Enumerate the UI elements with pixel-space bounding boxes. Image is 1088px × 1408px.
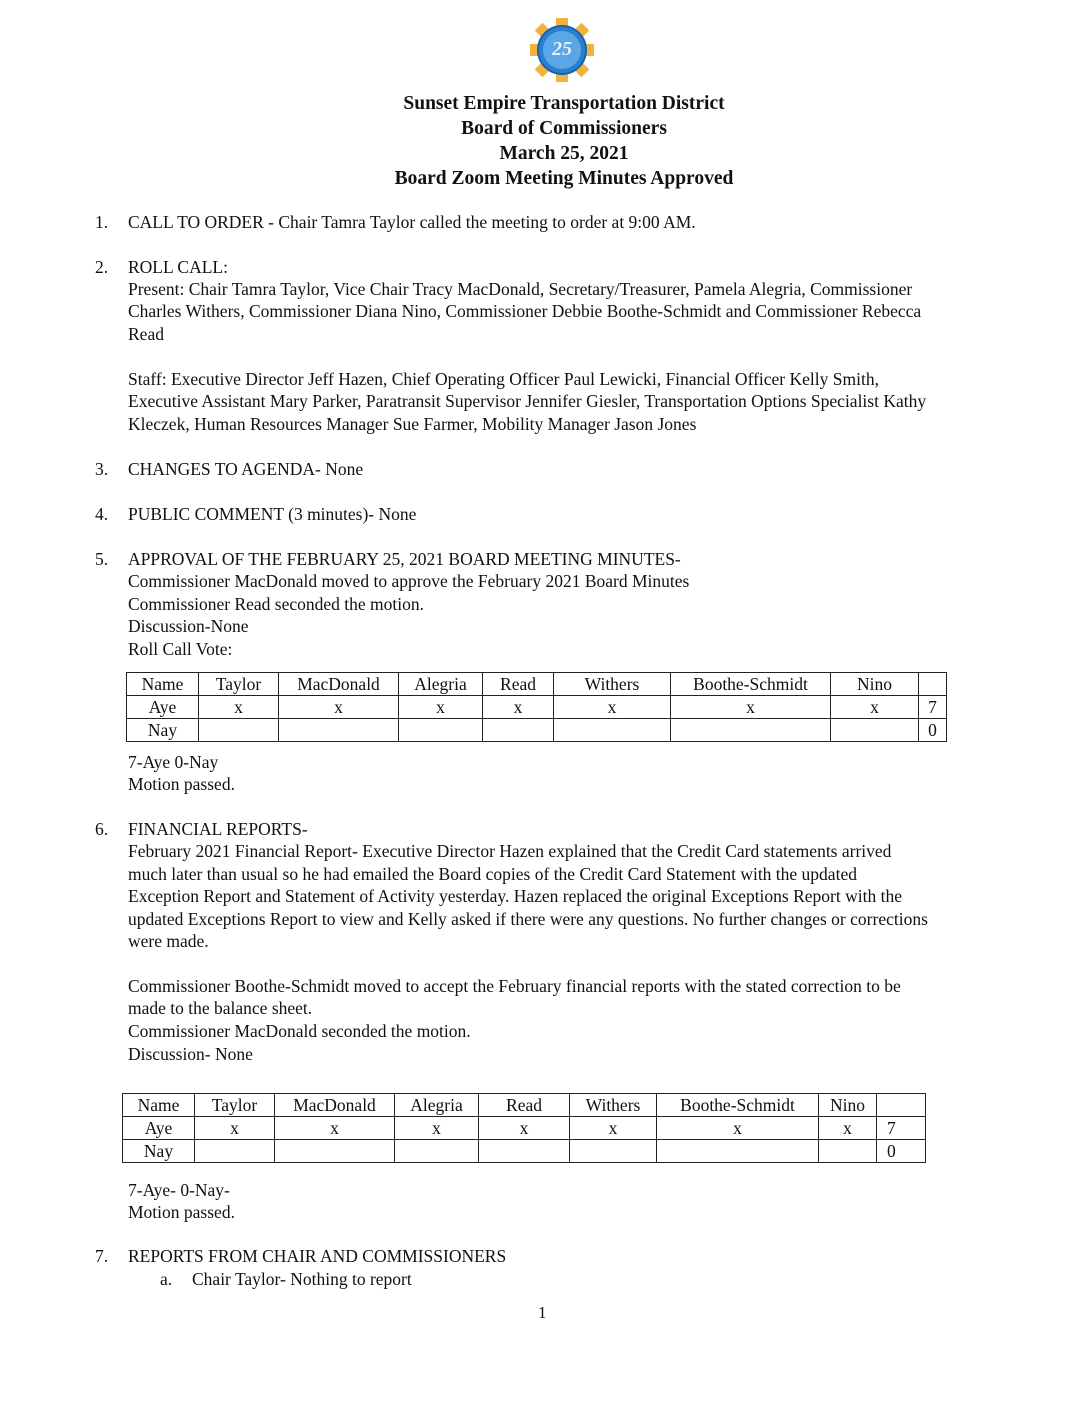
vote-cell xyxy=(919,673,947,696)
vote-cell xyxy=(657,1140,819,1163)
vote-result: 7-Aye 0-Nay xyxy=(128,752,219,772)
vote-cell: Name xyxy=(127,673,199,696)
vote-cell: Boothe-Schmidt xyxy=(657,1094,819,1117)
vote-cell: Taylor xyxy=(195,1094,275,1117)
motion-line: made to the balance sheet. xyxy=(128,998,313,1018)
vote-cell: MacDonald xyxy=(279,673,399,696)
vote-cell: x xyxy=(195,1117,275,1140)
org-name: Sunset Empire Transportation District xyxy=(403,93,725,114)
vote-aye-row xyxy=(123,1117,926,1140)
vote-cell: Read xyxy=(483,673,554,696)
vote-cell: Taylor xyxy=(199,673,279,696)
vote-total: 7 xyxy=(877,1117,926,1140)
item-number: 7. xyxy=(95,1246,109,1266)
item-number: 5. xyxy=(95,549,109,569)
staff-line: Staff: Executive Director Jeff Hazen, Chief Operating Officer Paul Lewicki, Financial Officer Kelly Smith, xyxy=(128,369,879,389)
vote-cell xyxy=(199,719,279,742)
report-line: were made. xyxy=(128,931,209,951)
vote-cell: x xyxy=(554,696,671,719)
page-number: 1 xyxy=(538,1303,547,1322)
vote-header-row xyxy=(123,1094,926,1117)
staff-line: Executive Assistant Mary Parker, Paratransit Supervisor Jennifer Giesler, Transportation Options Specialist Kathy xyxy=(128,391,927,411)
vote-total: 7 xyxy=(919,696,947,719)
vote-cell: MacDonald xyxy=(275,1094,395,1117)
vote-cell: x xyxy=(657,1117,819,1140)
vote-cell: Alegria xyxy=(399,673,483,696)
call-to-order: CALL TO ORDER - Chair Tamra Taylor called the meeting to order at 9:00 AM. xyxy=(128,212,696,232)
vote-cell: Boothe-Schmidt xyxy=(671,673,831,696)
approval-heading: APPROVAL OF THE FEBRUARY 25, 2021 BOARD MEETING MINUTES- xyxy=(128,549,681,569)
subitem-letter: a. xyxy=(160,1269,173,1289)
item-number: 2. xyxy=(95,257,109,277)
meeting-date: March 25, 2021 xyxy=(499,143,629,164)
item-number: 3. xyxy=(95,459,109,479)
motion-status: Motion passed. xyxy=(128,774,235,794)
vote-cell: x xyxy=(279,696,399,719)
vote-total: 0 xyxy=(919,719,947,742)
second-line: Commissioner MacDonald seconded the motion. xyxy=(128,1021,471,1041)
vote-cell xyxy=(554,719,671,742)
report-line: updated Exceptions Report to view and Kelly asked if there were any questions. No further changes or corrections xyxy=(128,909,928,929)
item-number: 4. xyxy=(95,504,109,524)
vote-cell: Nino xyxy=(819,1094,877,1117)
svg-text:25: 25 xyxy=(552,38,572,60)
vote-result: 7-Aye- 0-Nay- xyxy=(128,1180,230,1200)
report-line: much later than usual so he had emailed the Board copies of the Credit Card Statement with the updated xyxy=(128,864,857,884)
vote-cell: x xyxy=(483,696,554,719)
vote-cell: x xyxy=(671,696,831,719)
report-line: February 2021 Financial Report- Executive Director Hazen explained that the Credit Card statements arrived xyxy=(128,841,892,861)
vote-cell: Alegria xyxy=(395,1094,479,1117)
board-name: Board of Commissioners xyxy=(461,118,667,139)
public-comment: PUBLIC COMMENT (3 minutes)- None xyxy=(128,504,417,524)
vote-cell xyxy=(671,719,831,742)
vote-cell xyxy=(279,719,399,742)
subitem-text: Chair Taylor- Nothing to report xyxy=(192,1269,412,1289)
motion-line: Commissioner Boothe-Schmidt moved to accept the February financial reports with the stated correction to be xyxy=(128,976,901,996)
staff-line: Kleczek, Human Resources Manager Sue Farmer, Mobility Manager Jason Jones xyxy=(128,414,697,434)
discussion-line: Discussion- None xyxy=(128,1044,253,1064)
vote-cell xyxy=(399,719,483,742)
present-line: Present: Chair Tamra Taylor, Vice Chair Tracy MacDonald, Secretary/Treasurer, Pamela Alegria, Commissioner xyxy=(128,279,913,299)
present-line: Read xyxy=(128,324,164,344)
vote-cell: x xyxy=(570,1117,657,1140)
vote-cell: x xyxy=(395,1117,479,1140)
vote-cell xyxy=(483,719,554,742)
vote-table-minutes xyxy=(126,672,947,742)
vote-cell xyxy=(831,719,919,742)
vote-cell: Aye xyxy=(123,1117,195,1140)
vote-cell xyxy=(195,1140,275,1163)
vote-cell xyxy=(819,1140,877,1163)
motion-line: Commissioner MacDonald moved to approve the February 2021 Board Minutes xyxy=(128,571,690,591)
vote-header-row xyxy=(127,673,947,696)
vote-cell: x xyxy=(479,1117,570,1140)
vote-cell: x xyxy=(199,696,279,719)
roll-call-heading: ROLL CALL: xyxy=(128,257,228,277)
vote-cell: x xyxy=(399,696,483,719)
vote-cell: Nino xyxy=(831,673,919,696)
vote-cell: x xyxy=(831,696,919,719)
vote-aye-row xyxy=(127,696,947,719)
vote-cell xyxy=(395,1140,479,1163)
document-title: Board Zoom Meeting Minutes Approved xyxy=(394,168,734,189)
vote-nay-row xyxy=(127,719,947,742)
vote-cell xyxy=(275,1140,395,1163)
financial-reports-heading: FINANCIAL REPORTS- xyxy=(128,819,308,839)
vote-cell: Nay xyxy=(127,719,199,742)
vote-cell: Withers xyxy=(554,673,671,696)
item-number: 6. xyxy=(95,819,109,839)
district-logo xyxy=(529,17,595,83)
vote-table-financial xyxy=(122,1093,926,1163)
document-header xyxy=(0,91,1088,191)
vote-cell xyxy=(479,1140,570,1163)
vote-cell: Read xyxy=(479,1094,570,1117)
present-line: Charles Withers, Commissioner Diana Nino, Commissioner Debbie Boothe-Schmidt and Commissioner Rebecca xyxy=(128,301,922,321)
vote-cell: Aye xyxy=(127,696,199,719)
discussion-line: Discussion-None xyxy=(128,616,249,636)
second-line: Commissioner Read seconded the motion. xyxy=(128,594,424,614)
vote-total: 0 xyxy=(877,1140,926,1163)
vote-cell: Name xyxy=(123,1094,195,1117)
vote-cell: Nay xyxy=(123,1140,195,1163)
reports-heading: REPORTS FROM CHAIR AND COMMISSIONERS xyxy=(128,1246,507,1266)
vote-nay-row xyxy=(123,1140,926,1163)
gear-logo-icon xyxy=(529,17,595,83)
vote-cell: Withers xyxy=(570,1094,657,1117)
item-number: 1. xyxy=(95,212,109,232)
changes-to-agenda: CHANGES TO AGENDA- None xyxy=(128,459,364,479)
vote-cell: x xyxy=(275,1117,395,1140)
roll-call-vote-label: Roll Call Vote: xyxy=(128,639,233,659)
vote-cell xyxy=(877,1094,926,1117)
vote-cell xyxy=(570,1140,657,1163)
vote-cell: x xyxy=(819,1117,877,1140)
motion-status: Motion passed. xyxy=(128,1202,235,1222)
report-line: Exception Report and Statement of Activity yesterday. Hazen replaced the original Exceptions Report with the xyxy=(128,886,902,906)
